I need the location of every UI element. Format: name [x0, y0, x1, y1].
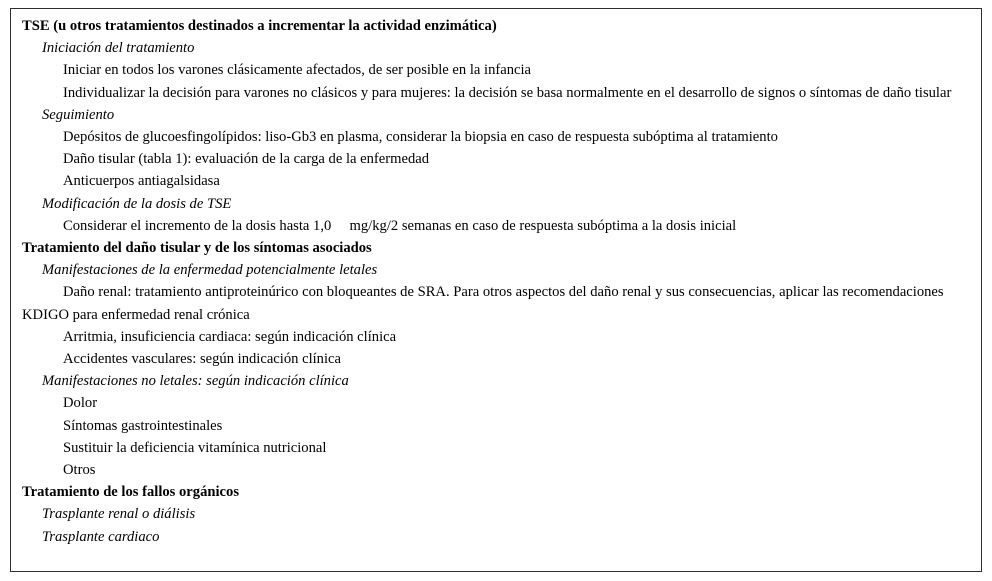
table-row: Modificación de la dosis de TSE — [42, 195, 232, 212]
treatment-table — [10, 8, 982, 572]
table-row: Síntomas gastrointestinales — [63, 417, 223, 434]
table-row: Arritmia, insuficiencia cardiaca: según indicación clínica — [63, 328, 397, 345]
table-row: Tratamiento de los fallos orgánicos — [22, 484, 239, 501]
table-row: Accidentes vasculares: según indicación clínica — [63, 351, 341, 368]
table-row: Otros — [63, 462, 96, 479]
table-row: Iniciar en todos los varones clásicamente afectados, de ser posible en la infancia — [63, 62, 532, 79]
table-row: Iniciación del tratamiento — [42, 40, 195, 57]
table-row: Daño tisular (tabla 1): evaluación de la carga de la enfermedad — [63, 151, 430, 168]
table-row: Manifestaciones de la enfermedad potencialmente letales — [42, 262, 378, 279]
table-row: Seguimiento — [42, 106, 115, 123]
table-row: Considerar el incremento de la dosis hasta 1,0 mg/kg/2 semanas en caso de respuesta subóptima a la dosis inicial — [63, 217, 737, 234]
table-row: TSE (u otros tratamientos destinados a incrementar la actividad enzimática) — [22, 18, 497, 34]
table-row: Manifestaciones no letales: según indicación clínica — [42, 373, 349, 390]
table-row: Trasplante cardiaco — [42, 528, 160, 545]
table-row: Anticuerpos antiagalsidasa — [63, 173, 220, 190]
table-row: Depósitos de glucoesfingolípidos: liso-Gb3 en plasma, considerar la biopsia en caso de respuesta subóptima al tratamiento — [63, 129, 778, 146]
table-row: Sustituir la deficiencia vitamínica nutricional — [63, 439, 327, 456]
table-row: Individualizar la decisión para varones no clásicos y para mujeres: la decisión se basa normalmente en el desarrollo de signos o síntomas de daño tisular — [63, 84, 952, 101]
table-row: Dolor — [63, 395, 98, 412]
table-row: Trasplante renal o diálisis — [42, 506, 196, 523]
table-row: Daño renal: tratamiento antiproteinúrico con bloqueantes de SRA. Para otros aspectos del daño renal y sus consecuencias, aplicar las recomendaciones KDIGO para enfermedad renal crónica — [22, 284, 948, 323]
table-row: Tratamiento del daño tisular y de los síntomas asociados — [22, 240, 372, 257]
